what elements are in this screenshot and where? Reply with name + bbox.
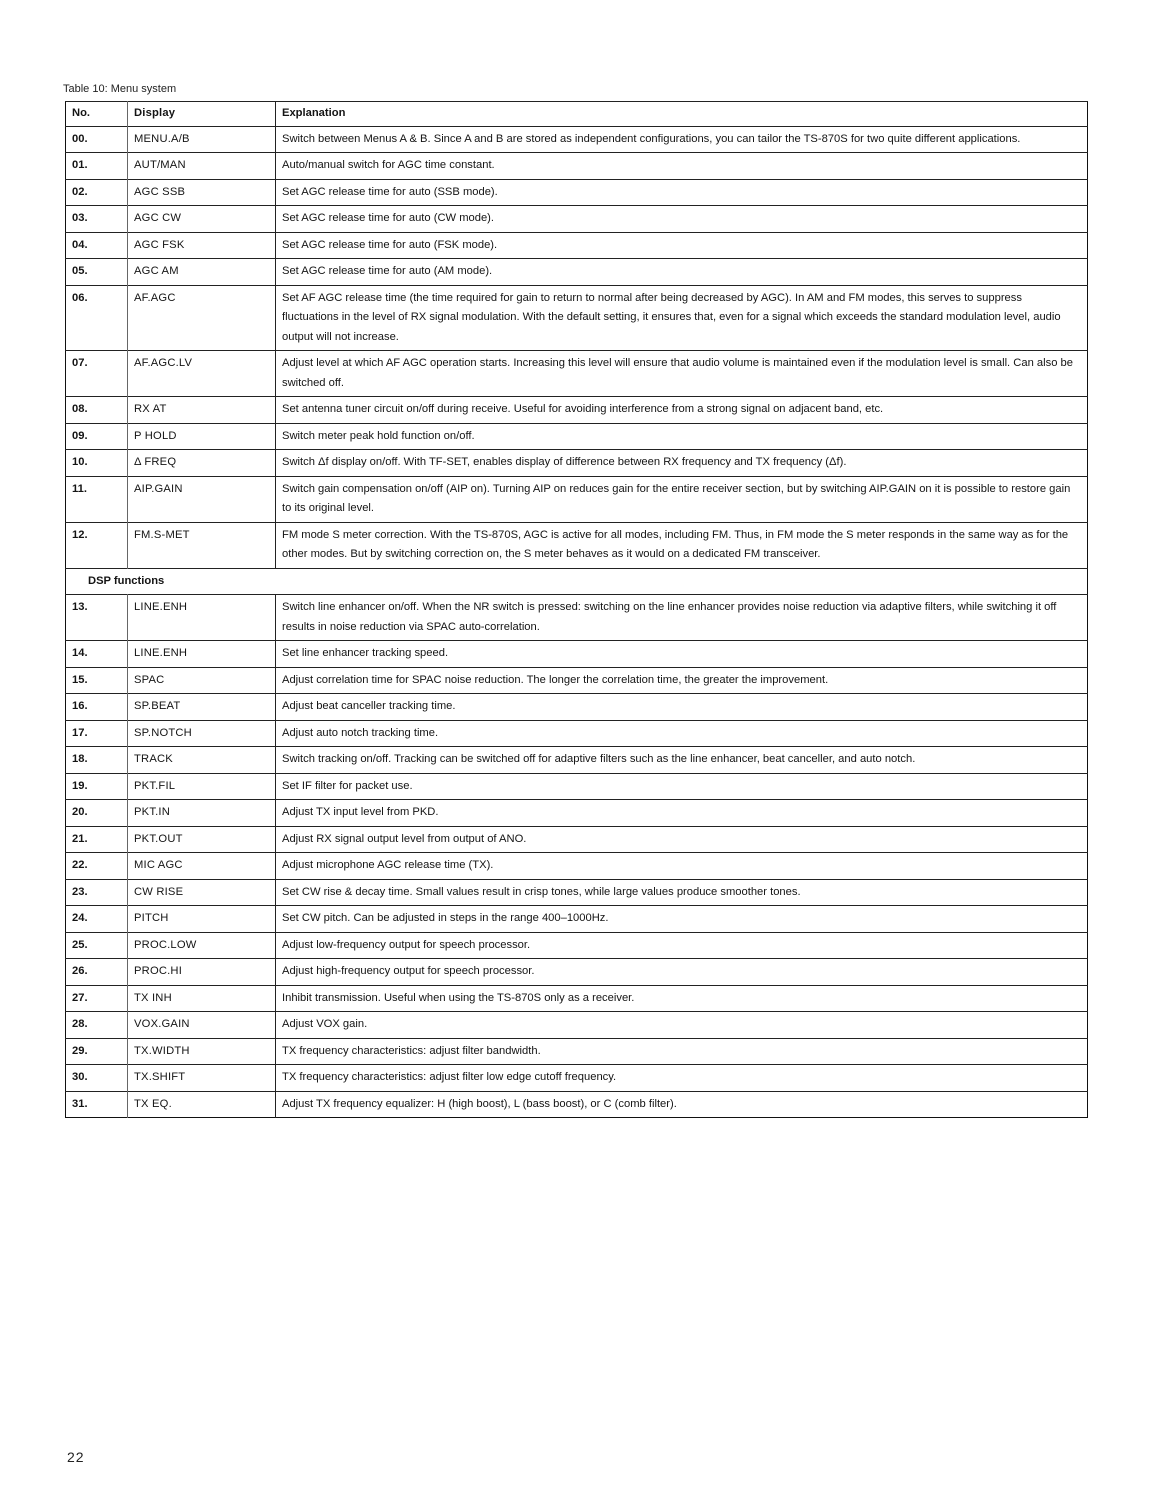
header-explanation: Explanation [276, 102, 1088, 127]
table-caption: Table 10: Menu system [63, 83, 177, 95]
row-explanation: Set CW rise & decay time. Small values result in crisp tones, while large values produce smoother tones. [276, 879, 1088, 906]
row-display: PROC.HI [128, 959, 276, 986]
row-display: PKT.IN [128, 800, 276, 827]
row-number: 04. [66, 232, 128, 259]
table-row [66, 397, 1088, 424]
row-explanation: Set CW pitch. Can be adjusted in steps in the range 400–1000Hz. [276, 906, 1088, 933]
row-number: 20. [66, 800, 128, 827]
row-number: 06. [66, 285, 128, 351]
row-number: 23. [66, 879, 128, 906]
row-number: 22. [66, 853, 128, 880]
row-explanation: Set line enhancer tracking speed. [276, 641, 1088, 668]
row-display: PKT.FIL [128, 773, 276, 800]
row-explanation: Adjust beat canceller tracking time. [276, 694, 1088, 721]
section-header-row [66, 568, 1088, 595]
row-number: 25. [66, 932, 128, 959]
row-number: 07. [66, 351, 128, 397]
row-number: 11. [66, 476, 128, 522]
dsp-rows [66, 595, 1088, 1118]
row-number: 21. [66, 826, 128, 853]
row-display: MIC AGC [128, 853, 276, 880]
row-display: TX INH [128, 985, 276, 1012]
row-number: 01. [66, 153, 128, 180]
table-row [66, 773, 1088, 800]
row-explanation: Adjust level at which AF AGC operation starts. Increasing this level will ensure that audio volume is maintained even if the modulation level is small. Can also be switched off. [276, 351, 1088, 397]
table-row [66, 800, 1088, 827]
table-row [66, 351, 1088, 397]
row-explanation: Switch tracking on/off. Tracking can be switched off for adaptive filters such as the line enhancer, beat canceller, and auto notch. [276, 747, 1088, 774]
row-explanation: Adjust TX input level from PKD. [276, 800, 1088, 827]
table-row [66, 694, 1088, 721]
row-number: 10. [66, 450, 128, 477]
table-row [66, 985, 1088, 1012]
table-row [66, 595, 1088, 641]
row-number: 29. [66, 1038, 128, 1065]
menu-rows [66, 126, 1088, 568]
table-row [66, 423, 1088, 450]
table-row [66, 826, 1088, 853]
row-number: 15. [66, 667, 128, 694]
row-number: 13. [66, 595, 128, 641]
row-explanation: Adjust VOX gain. [276, 1012, 1088, 1039]
row-display: P HOLD [128, 423, 276, 450]
row-display: PROC.LOW [128, 932, 276, 959]
row-explanation: Inhibit transmission. Useful when using the TS-870S only as a receiver. [276, 985, 1088, 1012]
table-row [66, 450, 1088, 477]
row-display: CW RISE [128, 879, 276, 906]
row-number: 12. [66, 522, 128, 568]
table-row [66, 932, 1088, 959]
row-explanation: Switch Δf display on/off. With TF-SET, enables display of difference between RX frequency and TX frequency (Δf). [276, 450, 1088, 477]
row-number: 26. [66, 959, 128, 986]
row-display: TRACK [128, 747, 276, 774]
row-explanation: Set antenna tuner circuit on/off during receive. Useful for avoiding interference from a strong signal on adjacent band, etc. [276, 397, 1088, 424]
row-display: PITCH [128, 906, 276, 933]
section-dsp [66, 568, 1088, 595]
row-display: SP.NOTCH [128, 720, 276, 747]
header-display: Display [128, 102, 276, 127]
row-number: 30. [66, 1065, 128, 1092]
row-number: 17. [66, 720, 128, 747]
row-number: 28. [66, 1012, 128, 1039]
row-display: LINE.ENH [128, 595, 276, 641]
row-number: 14. [66, 641, 128, 668]
row-number: 31. [66, 1091, 128, 1118]
table-row [66, 206, 1088, 233]
row-explanation: TX frequency characteristics: adjust filter low edge cutoff frequency. [276, 1065, 1088, 1092]
row-display: AF.AGC [128, 285, 276, 351]
table-row [66, 747, 1088, 774]
row-display: PKT.OUT [128, 826, 276, 853]
table-row [66, 522, 1088, 568]
table-row [66, 1065, 1088, 1092]
row-explanation: Adjust auto notch tracking time. [276, 720, 1088, 747]
row-number: 09. [66, 423, 128, 450]
row-number: 16. [66, 694, 128, 721]
row-display: AGC SSB [128, 179, 276, 206]
table-row [66, 667, 1088, 694]
table-row [66, 879, 1088, 906]
row-number: 08. [66, 397, 128, 424]
row-display: AUT/MAN [128, 153, 276, 180]
table-row [66, 720, 1088, 747]
row-display: VOX.GAIN [128, 1012, 276, 1039]
row-explanation: Adjust high-frequency output for speech processor. [276, 959, 1088, 986]
row-explanation: FM mode S meter correction. With the TS-870S, AGC is active for all modes, including FM. Thus, in FM mode the S meter responds in the same way as for the other modes. But by switching correction on, the S meter behaves as it would on a dedicated FM transceiver. [276, 522, 1088, 568]
row-display: FM.S-MET [128, 522, 276, 568]
row-explanation: Set AF AGC release time (the time required for gain to return to normal after being decreased by AGC). In AM and FM modes, this serves to suppress fluctuations in the level of RX signal modulation. With the default setting, it ensures that, even for a signal which exceeds the standard modulation level, audio output will not increase. [276, 285, 1088, 351]
header-no: No. [66, 102, 128, 127]
row-display: LINE.ENH [128, 641, 276, 668]
row-explanation: Adjust microphone AGC release time (TX). [276, 853, 1088, 880]
table-row [66, 1091, 1088, 1118]
row-explanation: Adjust correlation time for SPAC noise reduction. The longer the correlation time, the greater the improvement. [276, 667, 1088, 694]
table-row [66, 906, 1088, 933]
row-display: TX EQ. [128, 1091, 276, 1118]
row-number: 27. [66, 985, 128, 1012]
row-display: AF.AGC.LV [128, 351, 276, 397]
row-explanation: Switch between Menus A & B. Since A and B are stored as independent configurations, you can tailor the TS-870S for two quite different applications. [276, 126, 1088, 153]
table-header-row [66, 102, 1088, 127]
row-explanation: Adjust TX frequency equalizer: H (high boost), L (bass boost), or C (comb filter). [276, 1091, 1088, 1118]
row-explanation: Set AGC release time for auto (AM mode). [276, 259, 1088, 286]
row-explanation: Auto/manual switch for AGC time constant. [276, 153, 1088, 180]
menu-system-table [65, 101, 1088, 1118]
row-display: TX.WIDTH [128, 1038, 276, 1065]
table-row [66, 259, 1088, 286]
row-explanation: Set AGC release time for auto (CW mode). [276, 206, 1088, 233]
row-display: SP.BEAT [128, 694, 276, 721]
row-display: AGC CW [128, 206, 276, 233]
row-display: Δ FREQ [128, 450, 276, 477]
row-display: SPAC [128, 667, 276, 694]
row-explanation: Switch line enhancer on/off. When the NR switch is pressed: switching on the line enhancer provides noise reduction via adaptive filters, while switching it off results in noise reduction via SPAC auto-correlation. [276, 595, 1088, 641]
table-row [66, 1038, 1088, 1065]
row-display: TX.SHIFT [128, 1065, 276, 1092]
table-row [66, 179, 1088, 206]
row-number: 19. [66, 773, 128, 800]
row-explanation: Adjust low-frequency output for speech processor. [276, 932, 1088, 959]
row-number: 05. [66, 259, 128, 286]
row-explanation: Set AGC release time for auto (SSB mode). [276, 179, 1088, 206]
table-row [66, 959, 1088, 986]
row-number: 24. [66, 906, 128, 933]
table-row [66, 232, 1088, 259]
page-number: 22 [67, 1449, 85, 1465]
row-number: 00. [66, 126, 128, 153]
row-display: AIP.GAIN [128, 476, 276, 522]
table-row [66, 476, 1088, 522]
row-display: AGC AM [128, 259, 276, 286]
row-display: MENU.A/B [128, 126, 276, 153]
table-row [66, 853, 1088, 880]
row-explanation: Switch meter peak hold function on/off. [276, 423, 1088, 450]
table-row [66, 126, 1088, 153]
row-display: RX AT [128, 397, 276, 424]
table-row [66, 641, 1088, 668]
table-row [66, 285, 1088, 351]
row-explanation: Adjust RX signal output level from output of ANO. [276, 826, 1088, 853]
row-explanation: Set IF filter for packet use. [276, 773, 1088, 800]
section-title: DSP functions [66, 568, 1088, 595]
row-display: AGC FSK [128, 232, 276, 259]
table-row [66, 1012, 1088, 1039]
row-number: 02. [66, 179, 128, 206]
table-row [66, 153, 1088, 180]
row-explanation: Set AGC release time for auto (FSK mode). [276, 232, 1088, 259]
row-explanation: TX frequency characteristics: adjust filter bandwidth. [276, 1038, 1088, 1065]
row-number: 18. [66, 747, 128, 774]
row-number: 03. [66, 206, 128, 233]
row-explanation: Switch gain compensation on/off (AIP on). Turning AIP on reduces gain for the entire receiver section, but by switching AIP.GAIN on it is possible to restore gain to its original level. [276, 476, 1088, 522]
